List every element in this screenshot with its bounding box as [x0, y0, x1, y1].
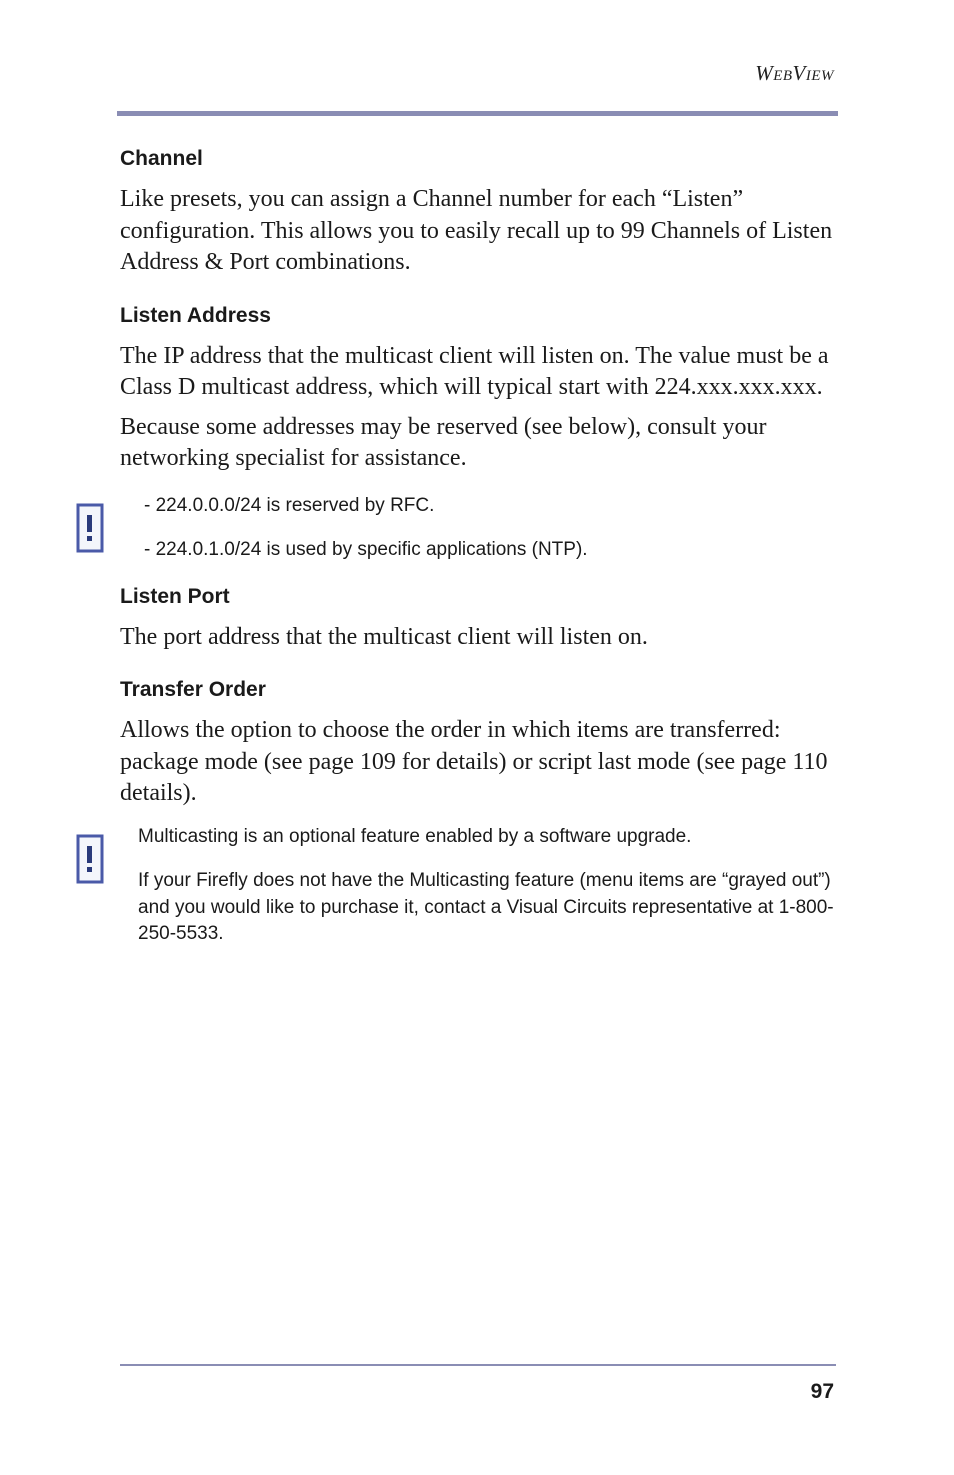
- header-iew: IEW: [805, 68, 834, 84]
- section-heading: Listen Port: [120, 584, 230, 608]
- body-paragraph: The port address that the multicast client will listen on.: [120, 623, 648, 650]
- exclamation-note-icon: [76, 834, 104, 884]
- section-transfer-order: [120, 675, 836, 810]
- section-heading: Channel: [120, 147, 203, 170]
- note-multicasting-upgrade: [76, 824, 836, 948]
- section-listen-port: [120, 582, 836, 654]
- note-line: - 224.0.1.0/24 is used by specific applications (NTP).: [144, 539, 588, 560]
- section-channel: [120, 144, 836, 279]
- header-w: W: [755, 61, 774, 85]
- footer-rule: [120, 1364, 836, 1366]
- exclamation-note-icon: [76, 503, 104, 553]
- note-line: - 224.0.0.0/24 is reserved by RFC.: [144, 494, 435, 516]
- page-number: 97: [810, 1380, 834, 1403]
- page-content: [120, 144, 836, 966]
- note-line: Multicasting is an optional feature enabled by a software upgrade.: [138, 825, 692, 847]
- header-v: V: [792, 61, 806, 85]
- section-heading: Transfer Order: [120, 678, 266, 701]
- note-reserved-addresses: [76, 493, 836, 564]
- body-paragraph: Allows the option to choose the order in which items are transferred: package mode (see page 109 for details) or script last mode (see page 110 details).: [120, 717, 828, 806]
- section-listen-address: [120, 301, 836, 475]
- body-paragraph: The IP address that the multicast client will listen on. The value must be a Class D multicast address, which will typical start with 224.xxx.xxx.xxx.: [120, 342, 829, 400]
- body-paragraph: Because some addresses may be reserved (see below), consult your networking specialist for assistance.: [120, 413, 767, 471]
- body-paragraph: Like presets, you can assign a Channel number for each “Listen” configuration. This allows you to easily recall up to 99 Channels of Listen Address & Port combinations.: [120, 186, 833, 275]
- header-rule: [117, 111, 838, 116]
- note-line: If your Firefly does not have the Multicasting feature (menu items are “grayed out”) and you would like to purchase it, contact a Visual Circuits representative at 1-800-250-5533.: [138, 870, 834, 944]
- section-heading: Listen Address: [120, 303, 271, 327]
- header-eb: EB: [773, 68, 793, 84]
- running-header: [755, 61, 834, 86]
